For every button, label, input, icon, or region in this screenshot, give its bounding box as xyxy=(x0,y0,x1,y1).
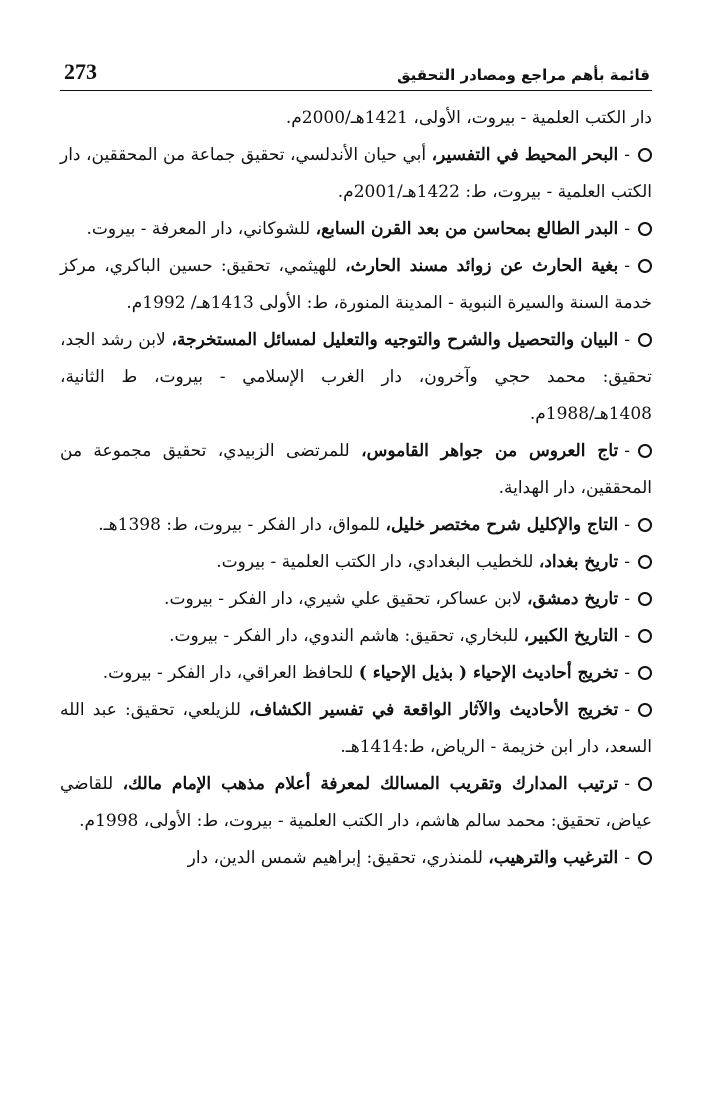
entry-text: للحافظ العراقي، دار الفكر - بيروت. xyxy=(102,663,354,683)
entry-text: للهيثمي، تحقيق: حسين الباكري، مركز خدمة السنة والسيرة النبوية - المدينة المنورة، ط: الأولى 1413هـ/ 1992م. xyxy=(60,256,652,313)
circle-bullet-icon xyxy=(638,703,652,717)
bibliography-entry xyxy=(60,211,652,248)
circle-bullet-icon xyxy=(638,259,652,273)
entry-title: البدر الطالع بمحاسن من بعد القرن السابع، xyxy=(315,219,619,239)
entry-dash: - xyxy=(624,219,630,239)
entry-title: الترغيب والترهيب، xyxy=(488,848,619,868)
bibliography-entry xyxy=(60,544,652,581)
entry-title: تخريج الأحاديث والآثار الواقعة في تفسير الكشاف، xyxy=(249,700,619,720)
circle-bullet-icon xyxy=(638,592,652,606)
entry-text: للقاضي عياض، تحقيق: محمد سالم هاشم، دار الكتب العلمية - بيروت، ط: الأولى، 1998م. xyxy=(60,774,652,831)
entry-title: تاج العروس من جواهر القاموس، xyxy=(361,441,619,461)
bibliography-list xyxy=(60,100,652,877)
bibliography-entry xyxy=(60,766,652,840)
bibliography-entry xyxy=(60,248,652,322)
entry-dash: - xyxy=(624,663,630,683)
entry-title: البيان والتحصيل والشرح والتوجيه والتعليل لمسائل المستخرجة، xyxy=(171,330,619,350)
bibliography-entry xyxy=(60,137,652,211)
entry-title: تاريخ دمشق، xyxy=(526,589,619,609)
entry-title: التاج والإكليل شرح مختصر خليل، xyxy=(385,515,619,535)
running-title: قائمة بأهم مراجع ومصادر التحقيق xyxy=(397,66,650,84)
circle-bullet-icon xyxy=(638,851,652,865)
entry-dash: - xyxy=(624,552,630,572)
circle-bullet-icon xyxy=(638,148,652,162)
continued-entry xyxy=(60,100,652,137)
entry-dash: - xyxy=(624,848,630,868)
circle-bullet-icon xyxy=(638,629,652,643)
entry-text: للمواق، دار الفكر - بيروت، ط: 1398هـ. xyxy=(98,515,381,535)
page-header xyxy=(60,58,650,90)
entry-text: للمنذري، تحقيق: إبراهيم شمس الدين، دار xyxy=(187,848,483,868)
entry-text: أبي حيان الأندلسي، تحقيق جماعة من المحققين، دار الكتب العلمية - بيروت، ط: 1422هـ/2001م. xyxy=(60,145,652,202)
entry-text: للخطيب البغدادي، دار الكتب العلمية - بيروت. xyxy=(216,552,534,572)
entry-dash: - xyxy=(624,626,630,646)
entry-dash: - xyxy=(624,256,630,276)
header-rule xyxy=(60,90,652,91)
circle-bullet-icon xyxy=(638,777,652,791)
bibliography-entry xyxy=(60,322,652,433)
entry-dash: - xyxy=(624,330,631,350)
entry-text: لابن رشد الجد، تحقيق: محمد حجي وآخرون، دار الغرب الإسلامي - بيروت، ط الثانية، 1408هـ/1988م. xyxy=(60,330,652,424)
bibliography-entry xyxy=(60,692,652,766)
bibliography-entry xyxy=(60,581,652,618)
bibliography-entry xyxy=(60,655,652,692)
entry-dash: - xyxy=(624,441,630,461)
entry-title: بغية الحارث عن زوائد مسند الحارث، xyxy=(345,256,619,276)
entry-text: للمرتضى الزبيدي، تحقيق مجموعة من المحققين، دار الهداية. xyxy=(60,441,652,498)
bibliography-entry xyxy=(60,433,652,507)
entry-text: لابن عساكر، تحقيق علي شيري، دار الفكر - بيروت. xyxy=(164,589,522,609)
entry-dash: - xyxy=(624,589,630,609)
bibliography-entry xyxy=(60,618,652,655)
circle-bullet-icon xyxy=(638,222,652,236)
entry-text: دار الكتب العلمية - بيروت، الأولى، 1421هـ/2000م. xyxy=(285,108,652,128)
circle-bullet-icon xyxy=(638,333,652,347)
bibliography-entry xyxy=(60,507,652,544)
entry-dash: - xyxy=(624,774,630,794)
entry-title: البحر المحيط في التفسير، xyxy=(431,145,619,165)
entry-text: للبخاري، تحقيق: هاشم الندوي، دار الفكر - بيروت. xyxy=(169,626,519,646)
bibliography-entry xyxy=(60,840,652,877)
entry-dash: - xyxy=(624,515,630,535)
page-number: 273 xyxy=(64,59,97,84)
entry-title: التاريخ الكبير، xyxy=(523,626,619,646)
entry-text: للزيلعي، تحقيق: عبد الله السعد، دار ابن خزيمة - الرياض، ط:1414هـ. xyxy=(60,700,652,757)
circle-bullet-icon xyxy=(638,666,652,680)
entry-dash: - xyxy=(624,700,630,720)
entry-title: تخريج أحاديث الإحياء ( بذيل الإحياء ) xyxy=(358,663,619,683)
entry-title: ترتيب المدارك وتقريب المسالك لمعرفة أعلام مذهب الإمام مالك، xyxy=(122,774,619,794)
circle-bullet-icon xyxy=(638,444,652,458)
entry-dash: - xyxy=(624,145,631,165)
entry-text: للشوكاني، دار المعرفة - بيروت. xyxy=(86,219,311,239)
circle-bullet-icon xyxy=(638,555,652,569)
entry-title: تاريخ بغداد، xyxy=(538,552,619,572)
circle-bullet-icon xyxy=(638,518,652,532)
